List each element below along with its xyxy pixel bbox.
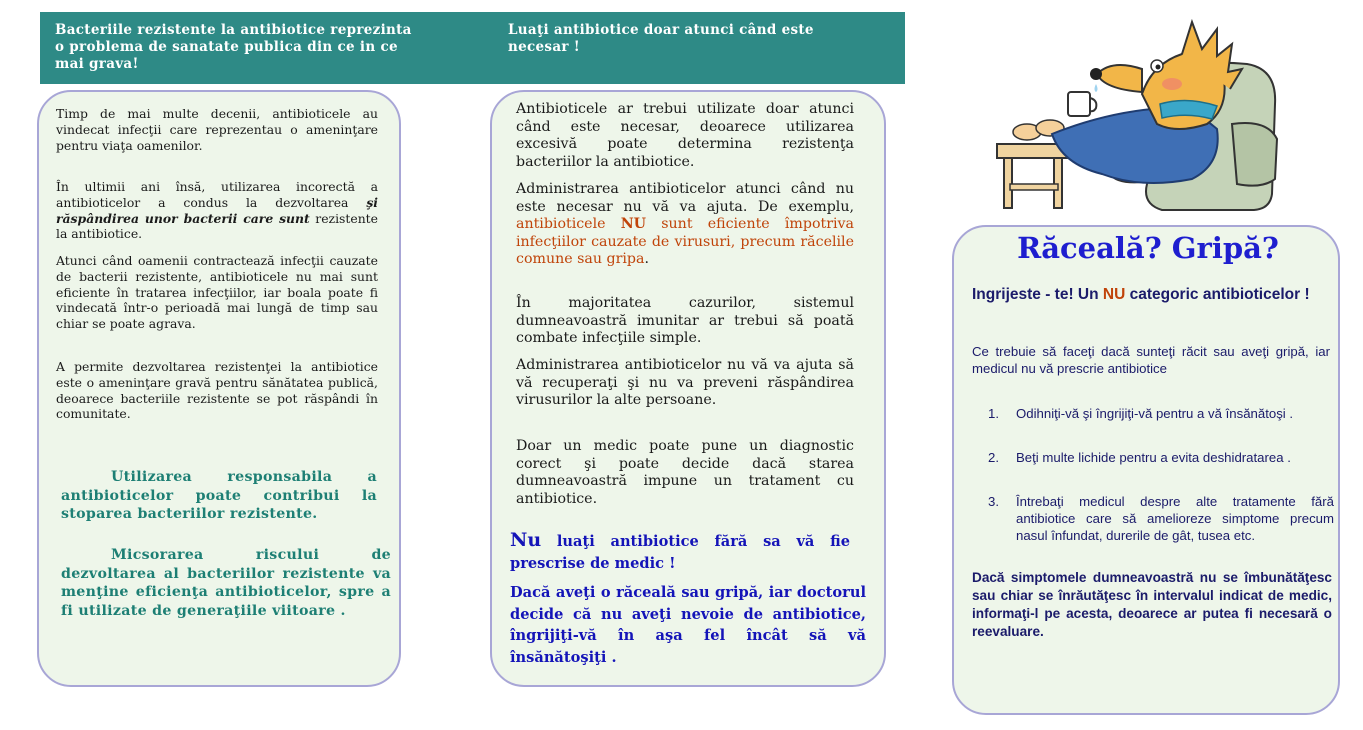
text-span: rezistente la antibiotice. [56, 210, 378, 242]
text-span: . [644, 251, 649, 267]
cold-flu-title: Răceală? Gripă? [1017, 231, 1279, 265]
paragraph-decades: Timp de mai multe decenii, antibioticele au vindecat infecţii care reprezentau o ameninţare pentru viaţa oamenilor. [56, 106, 378, 153]
list-number: 2. [988, 450, 999, 465]
paragraph-incorrect-use [56, 179, 378, 242]
paragraph-doctor: Doar un medic poate pune un diagnostic corect şi poate decide dacă starea dumneavoastră impune un tratament cu antibiotice. [516, 438, 854, 507]
outro-text: Dacă simptomele dumneavoastră nu se îmbunătăţesc sau chiar se înrăutăţesc în intervalul indicat de medic, informaţi-l pe acesta, deoarece ar putea fi necesară o reevaluare. [972, 570, 1332, 639]
text-span: Ingrijeste - te! Un [972, 286, 1103, 303]
nu-emphasis: NU [620, 216, 647, 232]
teal-responsible-use: Utilizarea responsabila a antibioticelor poate contribui la stoparea bacteriilor rezistente. [61, 469, 377, 522]
highlight-text: sunt eficiente împotriva infecţiilor cauzate de virusuri, precum răcelile comune sau gripa [516, 216, 854, 267]
list-number: 1. [988, 406, 999, 421]
paragraph-not-help [516, 181, 854, 269]
nu-emphasis: NU [1102, 286, 1126, 303]
list-text: Beţi multe lichide pentru a evita deshidratarea . [1016, 450, 1291, 465]
paragraph-infections: Atunci când oamenii contractează infecţii cauzate de bacterii rezistente, antibioticele nu mai sunt eficiente în tratarea infecţiilor, iar boala poate fi vindecată într-o perioadă mai lungă de timp sau chiar se poate agrava. [56, 253, 378, 332]
paragraph-threat: A permite dezvoltarea rezistenţei la antibiotice este o ameninţare gravă pentru sănătatea publică, deoarece bacteriile rezistente se pot răspândi în comunitate. [56, 359, 378, 422]
list-text: Odihniţi-vă şi îngrijiţi-vă pentru a vă însănătoşi . [1016, 406, 1294, 421]
panel-right [952, 225, 1340, 715]
highlight-text: antibioticele [516, 216, 621, 232]
banner-right-text: Luaţi antibiotice doar atunci când este necesar ! [508, 22, 814, 55]
text-span: În ultimii ani însă, utilizarea incorectă a antibioticelor a condus la dezvoltarea [56, 179, 378, 210]
hedgehog-illustration [992, 14, 1292, 224]
subtitle-no-antibiotics [972, 285, 1329, 305]
list-text: Întrebaţi medicul despre alte tratamente fără antibiotice care să amelioreze simptome precum nasul înfundat, durerile de gât, tusea etc. [1016, 494, 1334, 543]
teal-risk-reduction: Micsorarea riscului de dezvoltarea al bacteriilor rezistente va menţine eficienţa antibioticelor, spre a fi utilizate de generaţiile viitoare . [61, 547, 391, 619]
blue-no-prescription [510, 530, 850, 574]
banner-left-text: Bacteriile rezistente la antibiotice reprezinta o problema de sanatate publica din ce in ce mai grava! [55, 22, 412, 72]
paragraph-when-necessary: Antibioticele ar trebui utilizate doar atunci când este necesar, deoarece utilizarea excesivă poate determina rezistenţa bacteriilor la antibiotice. [516, 101, 854, 170]
text-span: categoric antibioticelor ! [1125, 286, 1310, 303]
panel-middle [490, 90, 886, 687]
list-number: 3. [988, 494, 999, 509]
panel-left [37, 90, 401, 687]
paragraph-no-recovery: Administrarea antibioticelor nu vă va ajuta să vă recuperaţi şi nu va preveni răspândirea virusurilor la alte persoane. [516, 357, 854, 408]
blue-cold-advice: Dacă aveţi o răceală sau gripă, iar doctorul decide că nu aveţi nevoie de antibiotice, îngrijiţi-vă în aşa fel încât să vă însănătoşiţi . [510, 584, 866, 666]
nu-big: Nu [510, 529, 542, 551]
emphasis-text: şi răspândirea unor bacterii care sunt [56, 194, 378, 226]
intro-text: Ce trebuie să faceţi dacă sunteţi răcit sau aveţi gripă, iar medicul nu vă prescrie antibiotice [972, 344, 1330, 376]
header-banner [40, 12, 905, 84]
text-span: Administrarea antibioticelor atunci când nu este necesar nu vă va ajuta. De exemplu, [516, 181, 854, 215]
paragraph-immune-system: În majoritatea cazurilor, sistemul dumneavoastră imunitar ar trebui să poată combate infecţiile simple. [516, 295, 854, 346]
text-span: luaţi antibiotice fără sa vă fie prescrise de medic ! [510, 533, 850, 572]
